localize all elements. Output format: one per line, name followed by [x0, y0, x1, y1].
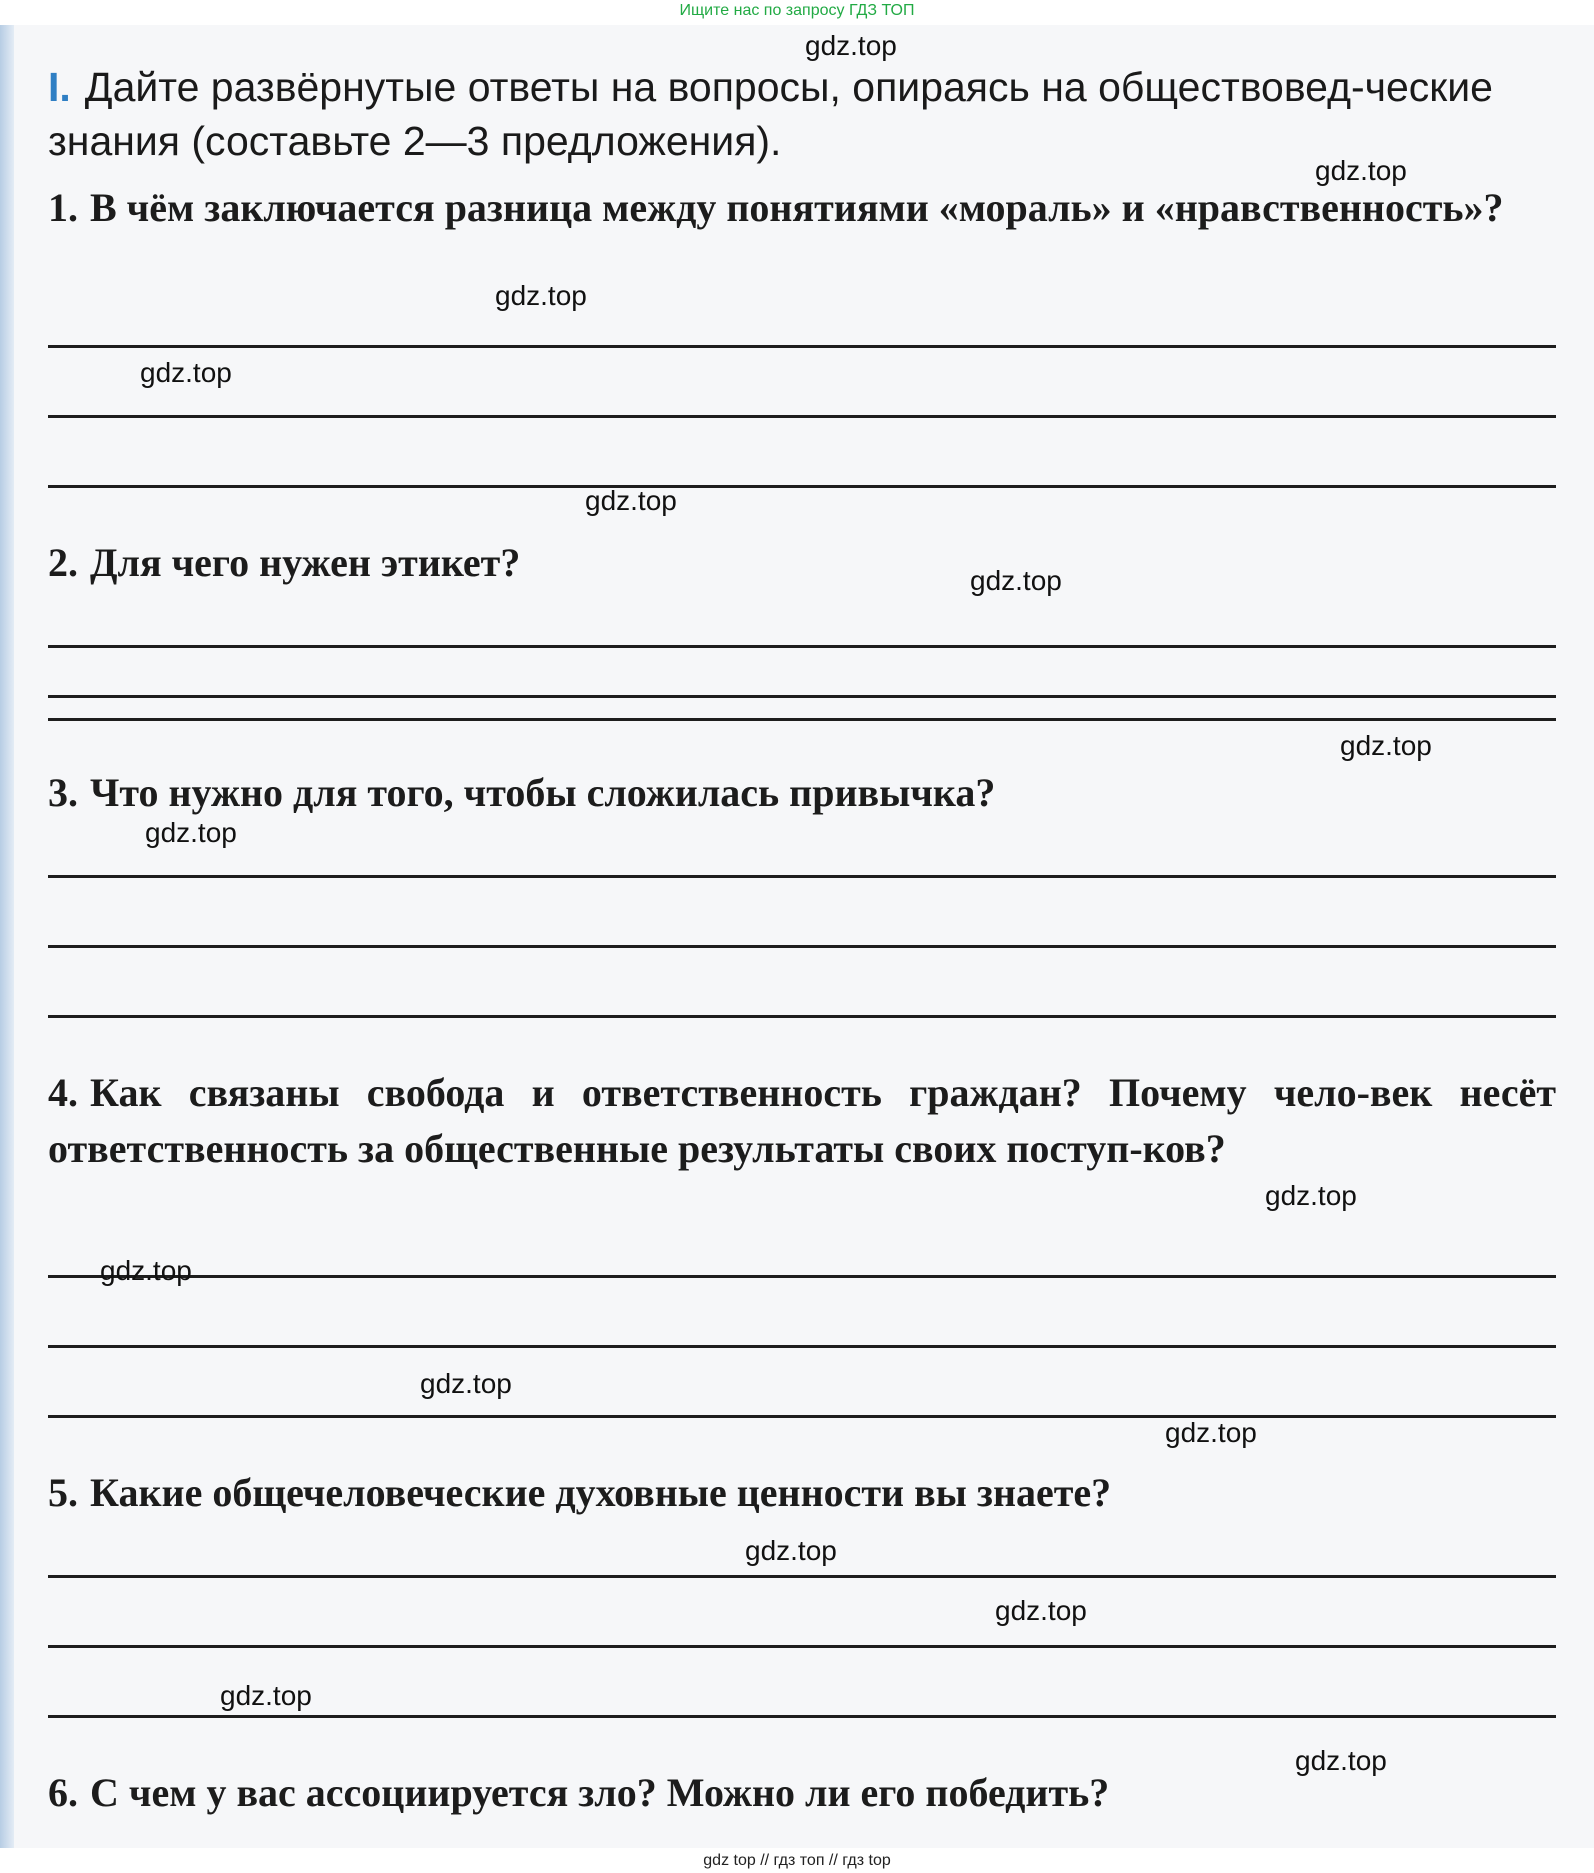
- watermark: gdz.top: [1165, 1417, 1257, 1448]
- question-number: 6.: [48, 1770, 78, 1815]
- watermark: gdz.top: [995, 1595, 1087, 1626]
- section-instruction-text: Дайте развёрнутые ответы на вопросы, опираясь на обществовед-ческие знания (составьте 2—3 предложения).: [48, 64, 1493, 164]
- section-number: I.: [48, 64, 71, 110]
- watermark: gdz.top: [100, 1255, 192, 1286]
- question-5: [48, 1465, 1556, 1521]
- watermark: gdz.top: [1295, 1745, 1387, 1776]
- answer-line[interactable]: [48, 1415, 1556, 1418]
- answer-line[interactable]: [48, 1015, 1556, 1018]
- answer-line[interactable]: [48, 345, 1556, 348]
- answer-line[interactable]: [48, 945, 1556, 948]
- question-number: 4.: [48, 1070, 78, 1115]
- watermark: gdz.top: [145, 817, 237, 848]
- watermark: gdz.top: [745, 1535, 837, 1566]
- watermark: gdz.top: [220, 1680, 312, 1711]
- answer-line[interactable]: [48, 718, 1556, 721]
- watermark: gdz.top: [1265, 1180, 1357, 1211]
- answer-line[interactable]: [48, 1275, 1556, 1278]
- watermark: gdz.top: [970, 565, 1062, 596]
- answer-line[interactable]: [48, 1345, 1556, 1348]
- answer-line[interactable]: [48, 695, 1556, 698]
- answer-line[interactable]: [48, 485, 1556, 488]
- answer-line[interactable]: [48, 645, 1556, 648]
- question-text: Какие общечеловеческие духовные ценности вы знаете?: [90, 1470, 1112, 1515]
- question-number: 5.: [48, 1470, 78, 1515]
- question-1: [48, 180, 1556, 236]
- watermark: gdz.top: [585, 485, 677, 516]
- question-text: Для чего нужен этикет?: [90, 540, 521, 585]
- answer-line[interactable]: [48, 1645, 1556, 1648]
- question-4: [48, 1065, 1556, 1177]
- answer-line[interactable]: [48, 1575, 1556, 1578]
- watermark: gdz.top: [1315, 155, 1407, 186]
- section-instruction: [48, 60, 1548, 168]
- question-text: В чём заключается разница между понятиями «мораль» и «нравственность»?: [90, 185, 1504, 230]
- answer-line[interactable]: [48, 415, 1556, 418]
- bottom-banner: gdz top // гдз топ // гдз top: [703, 1852, 891, 1869]
- watermark: gdz.top: [420, 1368, 512, 1399]
- answer-line[interactable]: [48, 1715, 1556, 1718]
- question-text: С чем у вас ассоциируется зло? Можно ли его победить?: [90, 1770, 1110, 1815]
- question-number: 2.: [48, 540, 78, 585]
- page-binding-edge: [0, 25, 14, 1848]
- answer-line[interactable]: [48, 875, 1556, 878]
- watermark: gdz.top: [1340, 730, 1432, 761]
- watermark: gdz.top: [495, 280, 587, 311]
- question-2: [48, 535, 1556, 591]
- question-number: 3.: [48, 770, 78, 815]
- watermark: gdz.top: [805, 30, 897, 61]
- question-text: Как связаны свобода и ответственность граждан? Почему чело-век несёт ответственность за общественные результаты своих поступ-ков?: [48, 1070, 1556, 1171]
- watermark: gdz.top: [140, 357, 232, 388]
- question-number: 1.: [48, 185, 78, 230]
- top-banner: Ищите нас по запросу ГДЗ ТОП: [679, 2, 915, 19]
- question-text: Что нужно для того, чтобы сложилась привычка?: [90, 770, 996, 815]
- question-3: [48, 765, 1556, 821]
